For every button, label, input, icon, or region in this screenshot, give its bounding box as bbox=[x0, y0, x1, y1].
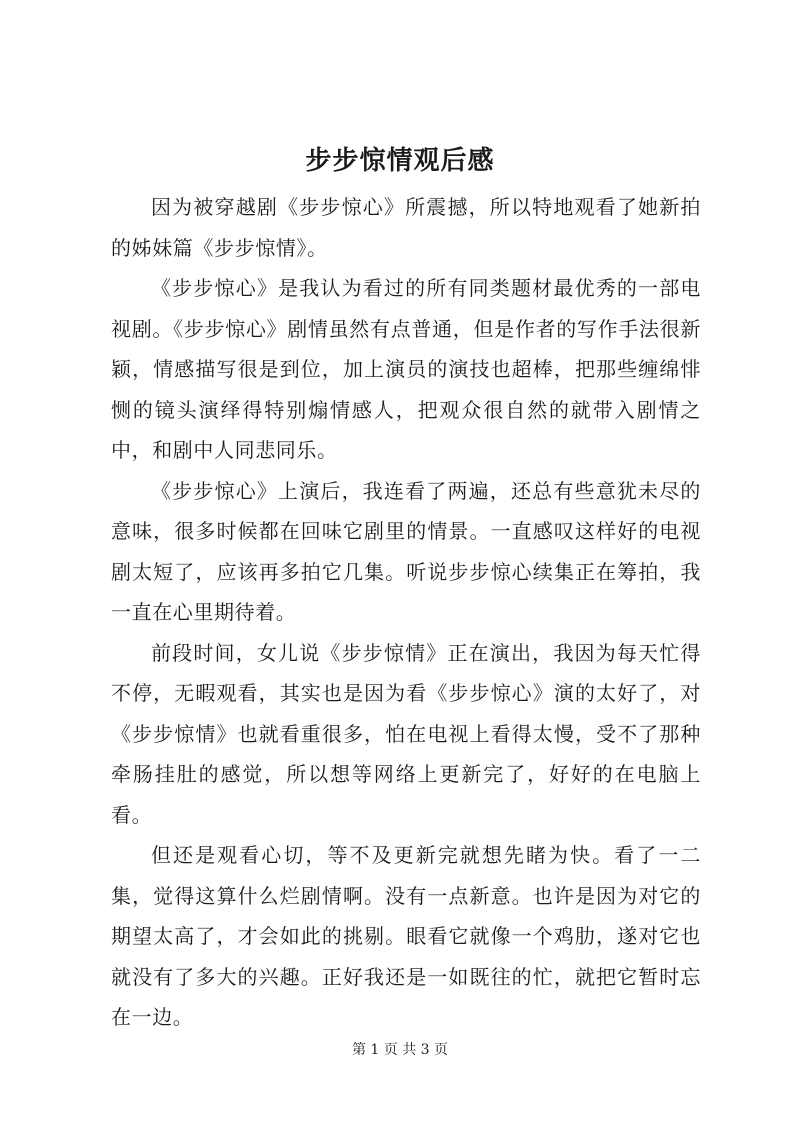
paragraph-4: 前段时间，女儿说《步步惊情》正在演出，我因为每天忙得不停，无暇观看，其实也是因为看《步步惊心》演的太好了，对《步步惊情》也就看重很多，怕在电视上看得太慢，受不了那种牵肠挂肚的感觉，所以想等网络上更新完了，好好的在电脑上看。 bbox=[111, 640, 701, 827]
paragraph-1: 因为被穿越剧《步步惊心》所震撼，所以特地观看了她新拍的姊妹篇《步步惊情》。 bbox=[111, 195, 701, 260]
paragraph-3: 《步步惊心》上演后，我连看了两遍，还总有些意犹未尽的意味，很多时候都在回味它剧里的情景。一直感叹这样好的电视剧太短了，应该再多拍它几集。听说步步惊心续集正在筹拍，我一直在心里期待着。 bbox=[111, 478, 701, 624]
paragraph-5: 但还是观看心切，等不及更新完就想先睹为快。看了一二集，觉得这算什么烂剧情啊。没有一点新意。也许是因为对它的期望太高了，才会如此的挑剔。眼看它就像一个鸡肋，遂对它也就没有了多大的兴趣。正好我还是一如既往的忙，就把它暂时忘在一边。 bbox=[111, 843, 701, 1029]
page-footer: 第 1 页 共 3 页 bbox=[351, 1042, 449, 1058]
page-title: 步步惊情观后感 bbox=[305, 146, 495, 176]
article-body bbox=[111, 187, 701, 1038]
paragraph-2: 《步步惊心》是我认为看过的所有同类题材最优秀的一部电视剧。《步步惊心》剧情虽然有点普通，但是作者的写作手法很新颖，情感描写很是到位，加上演员的演技也超棒，把那些缠绵悱恻的镜头演绎得特别煽情感人，把观众很自然的就带入剧情之中，和剧中人同悲同乐。 bbox=[111, 276, 701, 462]
